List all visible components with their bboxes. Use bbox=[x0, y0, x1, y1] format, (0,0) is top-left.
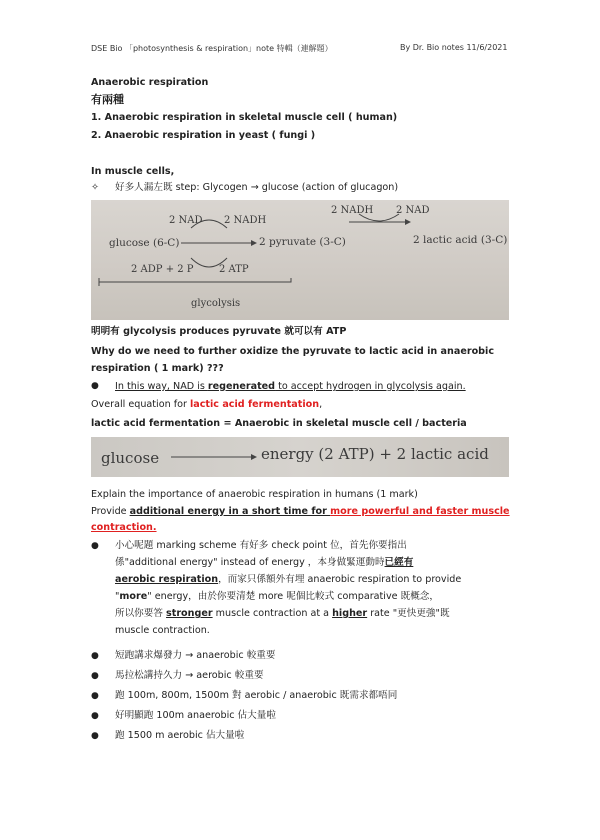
provide-red-2: contraction. bbox=[91, 522, 157, 533]
overall-post: , bbox=[319, 399, 323, 410]
lactic-acid-label: 2 lactic acid (3-C) bbox=[413, 234, 508, 246]
bullet-4: 跑 100m, 800m, 1500m 對 aerobic / anaerobic 既需求都唔同 bbox=[115, 690, 398, 701]
bullet-6: 跑 1500 m aerobic 佔大量啦 bbox=[115, 730, 245, 741]
overall-pre: Overall equation for bbox=[91, 399, 190, 410]
bullet-1-line-4b: more bbox=[119, 591, 148, 602]
section-title: Anaerobic respiration bbox=[91, 77, 209, 88]
nadh-right-label: 2 NADH bbox=[331, 205, 374, 216]
equation-products: energy (2 ATP) + 2 lactic acid bbox=[261, 445, 489, 463]
nadh-left-label: 2 NADH bbox=[224, 215, 267, 226]
bullet-1-line-5a: 所以你要答 bbox=[115, 608, 167, 619]
bullet-3: 馬拉松講持久力 → aerobic 較重要 bbox=[115, 670, 264, 681]
provide-pre: Provide bbox=[91, 506, 130, 517]
lactic-equation-image bbox=[91, 437, 509, 477]
question-line-2: respiration ( 1 mark) ??? bbox=[91, 363, 224, 374]
bullet-1-line-3b: ，而家只係額外有埋 anaerobic respiration to provide bbox=[218, 574, 462, 585]
answer-1-pre: In this way, NAD is bbox=[115, 381, 208, 392]
bullet-dot: ● bbox=[91, 731, 99, 741]
bullet-1-line-2 bbox=[115, 555, 413, 571]
bullet-1-line-6: muscle contraction. bbox=[115, 625, 210, 636]
glycolysis-arrows bbox=[91, 200, 509, 320]
bullet-1-line-2a: 係"additional energy" instead of energy ，本身做緊運動時 bbox=[115, 557, 385, 568]
bullet-1-line-4a: " bbox=[115, 591, 120, 602]
nad-right-label: 2 NAD bbox=[396, 205, 430, 216]
answer-1 bbox=[115, 380, 466, 393]
answer-1-bold: regenerated bbox=[207, 381, 276, 392]
answer-1-post: to accept hydrogen in glycolysis again. bbox=[275, 381, 466, 392]
glucose-label: glucose (6-C) bbox=[109, 237, 180, 249]
bullet-1-line-5 bbox=[115, 606, 450, 622]
provide-line bbox=[91, 505, 510, 518]
muscle-heading: In muscle cells, bbox=[91, 166, 175, 177]
two-types-heading: 有兩種 bbox=[91, 93, 124, 106]
provide-bold: additional energy in a short time for bbox=[129, 506, 331, 517]
question-line-1: Why do we need to further oxidize the pyruvate to lactic acid in anaerobic bbox=[91, 346, 495, 357]
bullet-1-line-2b: 已經有 bbox=[384, 557, 414, 568]
bullet-dot: ● bbox=[91, 651, 99, 661]
provide-red: more powerful and faster muscle bbox=[330, 506, 510, 517]
bullet-dot: ● bbox=[91, 381, 99, 391]
header-left: DSE Bio 「photosynthesis & respiration」note 特輯（連解題） bbox=[91, 44, 333, 53]
header-right: By Dr. Bio notes 11/6/2021 bbox=[400, 43, 508, 52]
lactic-definition: lactic acid fermentation = Anaerobic in skeletal muscle cell / bacteria bbox=[91, 418, 467, 429]
bullet-2: 短跑講求爆發力 → anaerobic 較重要 bbox=[115, 650, 276, 661]
bullet-dot: ● bbox=[91, 671, 99, 681]
step-symbol: ✧ bbox=[91, 182, 100, 193]
bullet-1-line-3a: aerobic respiration bbox=[115, 574, 219, 585]
overall-line bbox=[91, 398, 322, 411]
bullet-1-line-4c: " energy，由於你要清楚 more 呢個比較式 comparative 既概念， bbox=[147, 591, 439, 602]
bullet-5: 好明顯跑 100m anaerobic 佔大量啦 bbox=[115, 710, 276, 721]
bullet-1-line-5e: rate "更快更強"既 bbox=[367, 608, 450, 619]
equation-glucose: glucose bbox=[101, 449, 160, 467]
type-1: 1. Anaerobic respiration in skeletal muscle cell ( human) bbox=[91, 112, 398, 123]
bullet-1-line-5b: stronger bbox=[166, 608, 213, 619]
bullet-1-line-4 bbox=[115, 589, 439, 605]
bullet-1-line-1: 小心呢題 marking scheme 有好多 check point 位，首先你要指出 bbox=[115, 540, 407, 551]
overall-red: lactic acid fermentation bbox=[189, 399, 320, 410]
bullet-1-line-5c: muscle contraction at a bbox=[212, 608, 333, 619]
bullet-dot: ● bbox=[91, 691, 99, 701]
atp-label: 2 ATP bbox=[219, 264, 249, 275]
glycolysis-line: 明明有 glycolysis produces pyruvate 就可以有 ATP bbox=[91, 326, 347, 337]
bullet-1-line-3 bbox=[115, 572, 461, 588]
glycolysis-diagram bbox=[91, 200, 509, 320]
type-2: 2. Anaerobic respiration in yeast ( fungi ) bbox=[91, 130, 316, 141]
bullet-1-line-5d: higher bbox=[332, 608, 368, 619]
explain-question: Explain the importance of anaerobic respiration in humans (1 mark) bbox=[91, 489, 418, 500]
nad-left-label: 2 NAD bbox=[169, 215, 203, 226]
pyruvate-label: 2 pyruvate (3-C) bbox=[259, 236, 346, 248]
adp-label: 2 ADP + 2 P bbox=[131, 264, 194, 275]
step-text: 好多人漏左既 step: Glycogen → glucose (action of glucagon) bbox=[115, 182, 399, 193]
bullet-dot: ● bbox=[91, 711, 99, 721]
bullet-dot: ● bbox=[91, 541, 99, 551]
glycolysis-label: glycolysis bbox=[191, 298, 241, 309]
